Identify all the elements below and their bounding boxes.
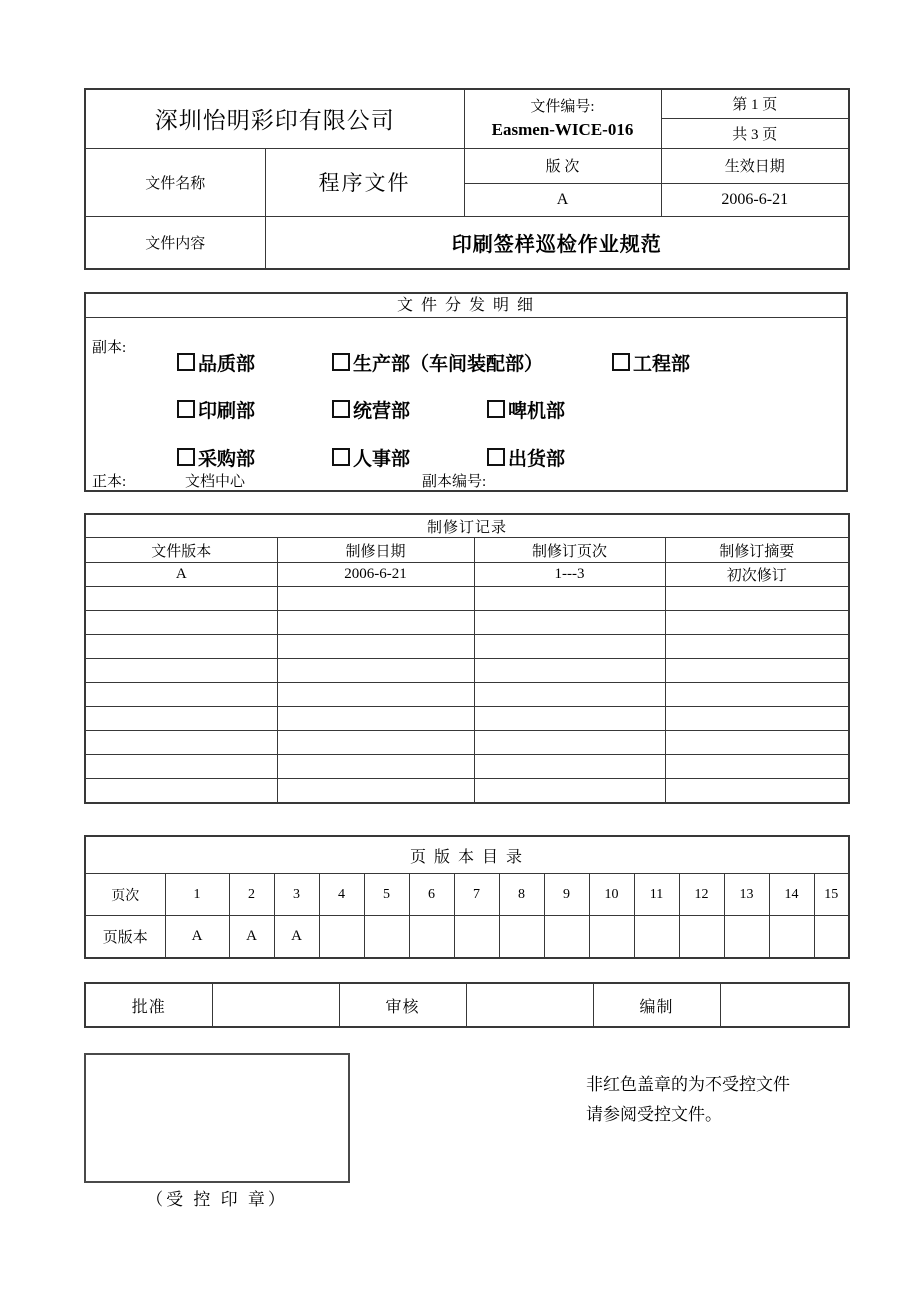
review-label: 审核 [339, 983, 466, 1027]
page-number-cell: 10 [589, 874, 634, 916]
page-version-cell [634, 916, 679, 959]
note-line: 请参阅受控文件。 [586, 1105, 722, 1124]
checkbox-icon [332, 353, 350, 371]
revision-empty-cell [85, 707, 277, 731]
revision-empty-row [85, 779, 849, 804]
revision-cell: 初次修订 [665, 563, 849, 587]
page-number-cell: 3 [274, 874, 319, 916]
distribution-item [487, 444, 565, 471]
page-number-cell: 8 [499, 874, 544, 916]
revision-empty-cell [85, 779, 277, 804]
page-number-cell: 4 [319, 874, 364, 916]
page-version-cell [544, 916, 589, 959]
revision-empty-cell [474, 659, 665, 683]
revision-header: 制修订页次 [474, 538, 665, 563]
page-number-cell: 9 [544, 874, 589, 916]
revision-empty-cell [277, 683, 474, 707]
original-label: 正本: [92, 474, 127, 490]
revision-empty-cell [85, 731, 277, 755]
page-version-title: 页 版 本 目 录 [85, 836, 849, 874]
revision-empty-cell [665, 755, 849, 779]
doc-name-label: 文件名称 [85, 148, 265, 216]
page-number-cell: 12 [679, 874, 724, 916]
revision-empty-cell [277, 755, 474, 779]
review-signature-cell [466, 983, 593, 1027]
page-number-cell: 6 [409, 874, 454, 916]
revision-header: 制修订摘要 [665, 538, 849, 563]
revision-title: 制修订记录 [85, 514, 849, 538]
revision-empty-cell [474, 707, 665, 731]
checkbox-icon [177, 353, 195, 371]
revision-empty-cell [474, 635, 665, 659]
checkbox-icon [332, 448, 350, 466]
revision-empty-cell [85, 611, 277, 635]
checkbox-icon [487, 448, 505, 466]
revision-empty-cell [85, 755, 277, 779]
revision-empty-cell [665, 731, 849, 755]
pages-row-label: 页次 [85, 874, 165, 916]
distribution-item [177, 349, 255, 376]
department-label: 出货部 [508, 449, 566, 470]
revision-empty-cell [277, 779, 474, 804]
revision-empty-cell [277, 731, 474, 755]
checkbox-icon [332, 400, 350, 418]
page-version-cell [409, 916, 454, 959]
page-version-cell [499, 916, 544, 959]
page-version-cell [319, 916, 364, 959]
department-label: 人事部 [353, 449, 411, 470]
page-number-cell: 15 [814, 874, 849, 916]
copy-number-label: 副本编号: [422, 474, 487, 490]
revision-empty-cell [474, 587, 665, 611]
revision-empty-cell [474, 611, 665, 635]
distribution-item [332, 444, 410, 471]
revision-cell: A [85, 563, 277, 587]
uncontrolled-copy-note [586, 1070, 790, 1130]
page-version-cell: A [165, 916, 229, 959]
page-version-cell [454, 916, 499, 959]
revision-empty-cell [85, 683, 277, 707]
doc-number-value: Easmen-WICE-016 [491, 119, 634, 139]
page-version-cell [364, 916, 409, 959]
prepare-signature-cell [720, 983, 849, 1027]
page-version-cell: A [274, 916, 319, 959]
controlled-stamp-box [84, 1053, 350, 1183]
revision-header: 制修日期 [277, 538, 474, 563]
revision-empty-cell [665, 611, 849, 635]
page-version-cell: A [229, 916, 274, 959]
effective-date-value: 2006-6-21 [661, 183, 849, 216]
distribution-item [612, 349, 690, 376]
revision-empty-cell [277, 707, 474, 731]
page-total: 共 3 页 [661, 118, 849, 148]
revision-empty-row [85, 635, 849, 659]
note-line: 非红色盖章的为不受控文件 [586, 1075, 790, 1094]
revision-cell: 2006-6-21 [277, 563, 474, 587]
department-label: 工程部 [633, 354, 691, 375]
revision-empty-cell [665, 659, 849, 683]
page-number-cell: 1 [165, 874, 229, 916]
effective-date-label: 生效日期 [661, 148, 849, 183]
page-version-cell [724, 916, 769, 959]
doc-name-value: 程序文件 [265, 148, 464, 216]
department-label: 生产部（车间装配部） [353, 354, 544, 375]
revision-empty-row [85, 683, 849, 707]
checkbox-icon [177, 448, 195, 466]
distribution-item [177, 444, 255, 471]
company-name: 深圳怡明彩印有限公司 [85, 89, 464, 148]
revision-empty-cell [85, 659, 277, 683]
approval-table [84, 982, 850, 1028]
doc-number-label: 文件编号: [530, 98, 595, 115]
revision-empty-cell [474, 755, 665, 779]
checkbox-icon [487, 400, 505, 418]
prepare-label: 编制 [593, 983, 720, 1027]
distribution-table [84, 292, 848, 492]
approve-signature-cell [212, 983, 339, 1027]
department-label: 统营部 [353, 401, 411, 422]
revision-data-row [85, 563, 849, 587]
revision-empty-row [85, 587, 849, 611]
content-title: 印刷签样巡检作业规范 [265, 216, 849, 269]
version-label: 版 次 [464, 148, 661, 183]
header-table [84, 88, 850, 270]
revision-empty-row [85, 755, 849, 779]
revision-empty-cell [277, 611, 474, 635]
controlled-stamp-label: （受 控 印 章） [146, 1190, 288, 1209]
revision-empty-cell [277, 635, 474, 659]
doc-number-cell [464, 89, 661, 148]
revision-empty-row [85, 707, 849, 731]
page-version-table [84, 835, 850, 959]
page-version-cell [814, 916, 849, 959]
revision-empty-cell [277, 659, 474, 683]
page-version-cell [679, 916, 724, 959]
page-number-cell: 2 [229, 874, 274, 916]
page-version-cell [769, 916, 814, 959]
versions-row-label: 页版本 [85, 916, 165, 959]
distribution-body [86, 318, 846, 493]
revision-empty-cell [665, 635, 849, 659]
page-number-cell: 14 [769, 874, 814, 916]
revision-empty-cell [85, 587, 277, 611]
revision-empty-cell [665, 707, 849, 731]
revision-empty-row [85, 611, 849, 635]
page-number-cell: 11 [634, 874, 679, 916]
page-number-cell: 7 [454, 874, 499, 916]
revision-empty-cell [665, 683, 849, 707]
revision-table [84, 513, 850, 804]
distribution-item [332, 396, 410, 423]
department-label: 印刷部 [198, 401, 256, 422]
department-label: 品质部 [198, 354, 256, 375]
distribution-item [332, 349, 543, 376]
revision-cell: 1---3 [474, 563, 665, 587]
distribution-item [177, 396, 255, 423]
page-version-cell [589, 916, 634, 959]
distribution-title: 文 件 分 发 明 细 [86, 294, 846, 318]
revision-empty-row [85, 659, 849, 683]
revision-empty-row [85, 731, 849, 755]
checkbox-icon [177, 400, 195, 418]
checkbox-icon [612, 353, 630, 371]
revision-header: 文件版本 [85, 538, 277, 563]
revision-empty-cell [277, 587, 474, 611]
revision-empty-cell [85, 635, 277, 659]
copy-label: 副本: [92, 340, 127, 356]
department-label: 啤机部 [508, 401, 566, 422]
distribution-item [487, 396, 565, 423]
revision-empty-cell [665, 779, 849, 804]
revision-empty-cell [474, 683, 665, 707]
page-current: 第 1 页 [661, 89, 849, 118]
page-number-cell: 13 [724, 874, 769, 916]
approve-label: 批准 [85, 983, 212, 1027]
revision-empty-cell [474, 779, 665, 804]
original-value: 文档中心 [185, 474, 246, 490]
content-label: 文件内容 [85, 216, 265, 269]
revision-empty-cell [474, 731, 665, 755]
department-label: 采购部 [198, 449, 256, 470]
revision-empty-cell [665, 587, 849, 611]
version-value: A [464, 183, 661, 216]
page-number-cell: 5 [364, 874, 409, 916]
